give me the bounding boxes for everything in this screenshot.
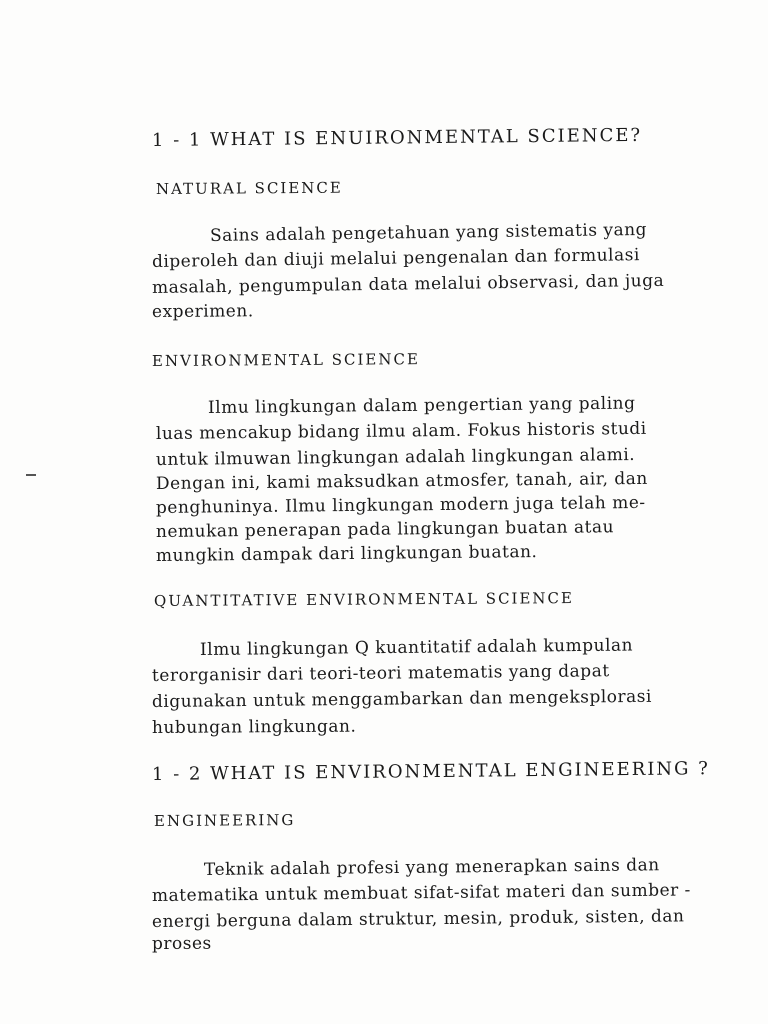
natural-science-line-4: experimen. [151, 301, 254, 322]
quant-science-line-2: terorganisir dari teori-teori matematis yang dapat [151, 661, 610, 686]
margin-mark [26, 474, 36, 476]
quant-science-line-3: digunakan untuk menggambarkan dan mengeksplorasi [151, 686, 653, 712]
heading-1-2: 1 - 2 WHAT IS ENVIRONMENTAL ENGINEERING ? [151, 758, 710, 785]
section-title-quantitative-environmental-science: QUANTITATIVE ENVIRONMENTAL SCIENCE [153, 589, 575, 610]
natural-science-line-1: Sains adalah pengetahuan yang sistematis yang [209, 219, 648, 246]
engineering-line-3: energi berguna dalam struktur, mesin, produk, sisten, dan [151, 906, 685, 932]
heading-1-1: 1 - 1 WHAT IS ENUIRONMENTAL SCIENCE? [151, 124, 643, 151]
env-science-line-5: penghuninya. Ilmu lingkungan modern juga telah me- [155, 492, 646, 518]
quant-science-line-1: Ilmu lingkungan Q kuantitatif adalah kumpulan [199, 635, 634, 660]
section-title-engineering: ENGINEERING [153, 811, 296, 830]
env-science-line-6: nemukan penerapan pada lingkungan buatan atau [155, 517, 615, 542]
section-title-environmental-science: ENVIRONMENTAL SCIENCE [151, 350, 420, 370]
env-science-line-4: Dengan ini, kami maksudkan atmosfer, tanah, air, dan [155, 468, 648, 494]
env-science-line-3: untuk ilmuwan lingkungan adalah lingkungan alami. [155, 444, 636, 470]
env-science-line-7: mungkin dampak dari lingkungan buatan. [155, 542, 538, 566]
env-science-line-1: Ilmu lingkungan dalam pengertian yang paling [207, 393, 636, 418]
env-science-line-2: luas mencakup bidang ilmu alam. Fokus historis studi [155, 418, 647, 444]
section-title-natural-science: NATURAL SCIENCE [155, 178, 343, 198]
quant-science-line-4: hubungan lingkungan. [151, 716, 357, 738]
engineering-line-2: matematika untuk membuat sifat-sifat materi dan sumber - [151, 880, 691, 906]
natural-science-line-2: diperoleh dan diuji melalui pengenalan dan formulasi [151, 245, 640, 272]
engineering-line-4: proses [151, 933, 212, 954]
engineering-line-1: Teknik adalah profesi yang menerapkan sains dan [203, 855, 660, 880]
natural-science-line-3: masalah, pengumpulan data melalui observasi, dan juga [151, 270, 665, 298]
